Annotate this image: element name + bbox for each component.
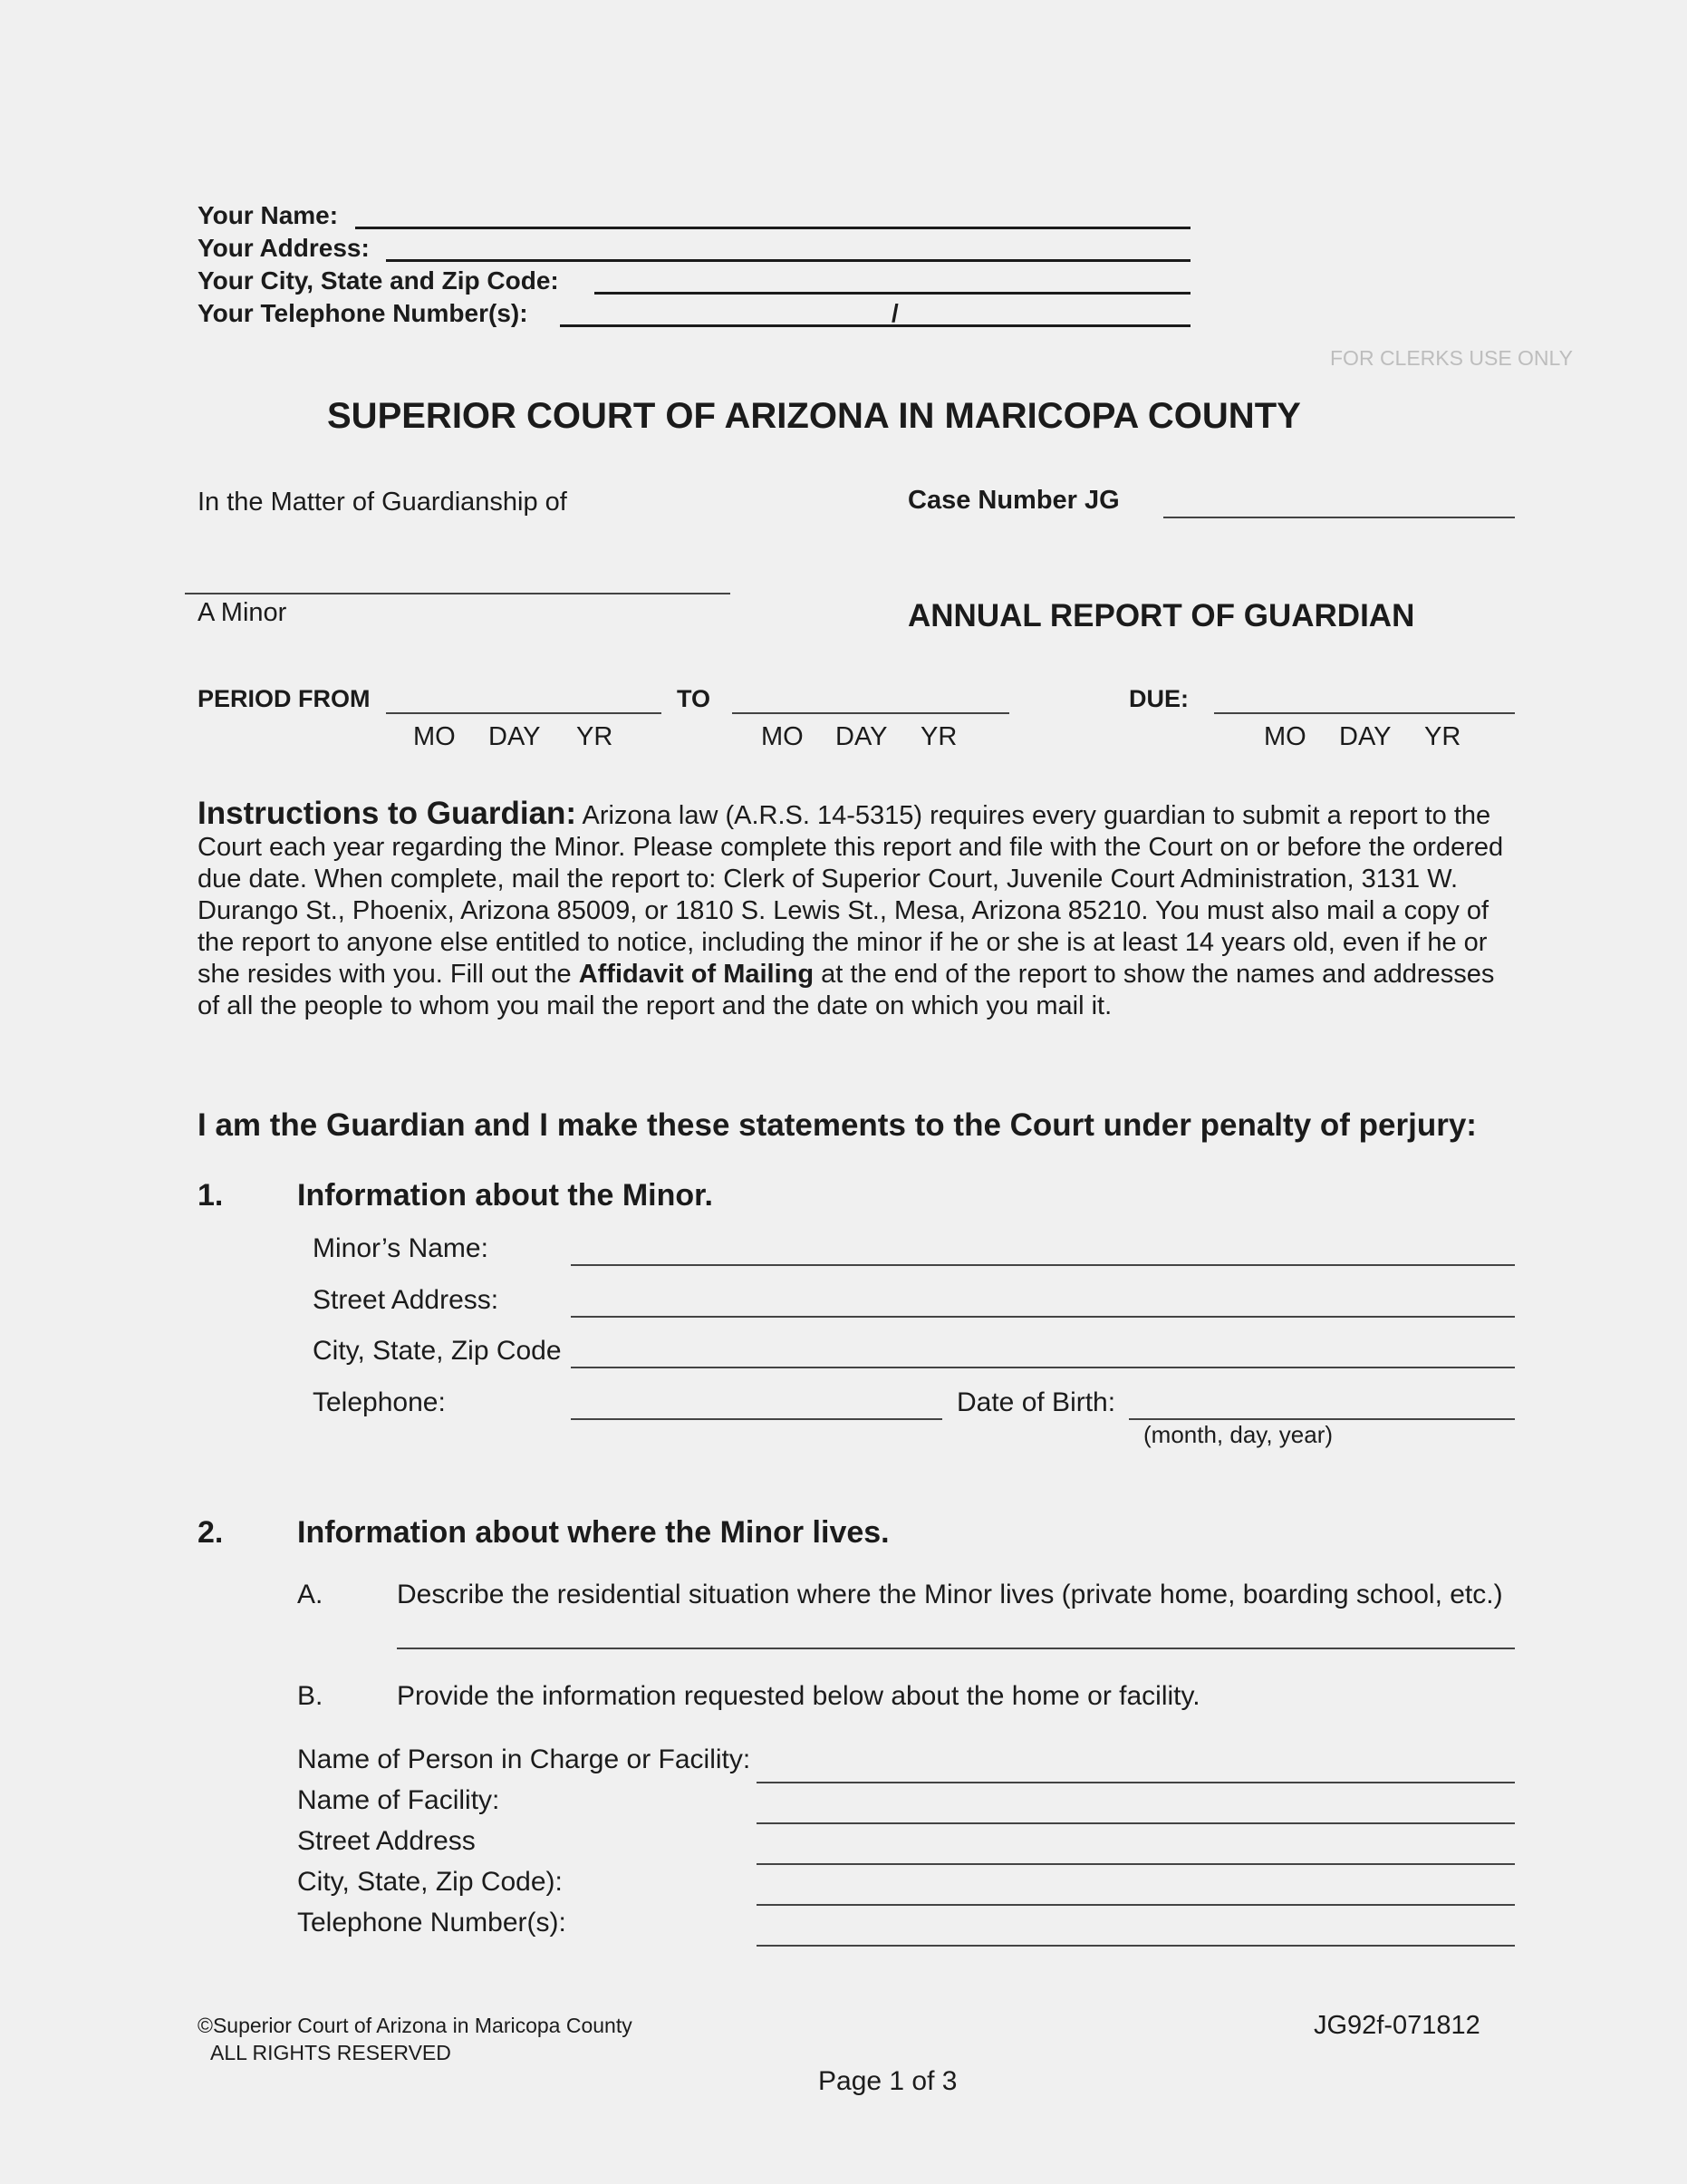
person-in-charge-label: Name of Person in Charge or Facility: xyxy=(297,1744,751,1774)
to-mo-hint: MO xyxy=(761,722,804,751)
due-day-hint: DAY xyxy=(1339,722,1392,751)
from-mo-hint: MO xyxy=(413,722,456,751)
period-from-field[interactable] xyxy=(386,712,661,714)
due-mo-hint: MO xyxy=(1264,722,1306,751)
case-number-label: Case Number JG xyxy=(908,486,1120,515)
minor-name-label: Minor’s Name: xyxy=(313,1233,488,1263)
facility-street-field[interactable] xyxy=(757,1863,1515,1865)
section-1-title: Information about the Minor. xyxy=(297,1178,713,1213)
minor-city-label: City, State, Zip Code xyxy=(313,1336,562,1366)
instructions-paragraph xyxy=(198,797,1520,1022)
due-date-field[interactable] xyxy=(1214,712,1515,714)
item-a-letter: A. xyxy=(297,1580,323,1609)
minor-street-field[interactable] xyxy=(571,1316,1515,1318)
item-a-text: Describe the residential situation where the Minor lives (private home, boarding school, etc.) xyxy=(397,1580,1503,1609)
clerk-use-note: FOR CLERKS USE ONLY xyxy=(1330,346,1573,370)
instructions-lead: Instructions to Guardian: xyxy=(198,796,577,831)
instructions-text-1: Arizona law (A.R.S. 14-5315) requires every guardian to submit a report to the Court each year regarding the Minor. Please complete this report and file with the Court on or before the ordered due date. When complete, mail the report to: Clerk of Superior Court, Juvenile Court Administration, 3131 W. Durango St., Phoenix, Arizona 85009, or 1810 S. Lewis St., Mesa, Arizona 85210. You must also mail a copy of the report to anyone else entitled to notice, including the minor if he or she is at least 14 years old, even if he or she resides with you. Fill out the xyxy=(198,801,1504,989)
item-b-text: Provide the information requested below about the home or facility. xyxy=(397,1681,1200,1711)
rights-reserved: ALL RIGHTS RESERVED xyxy=(210,2041,451,2064)
section-1-number: 1. xyxy=(198,1178,224,1213)
page-number: Page 1 of 3 xyxy=(818,2066,958,2096)
case-number-field[interactable] xyxy=(1163,517,1515,518)
person-in-charge-field[interactable] xyxy=(757,1782,1515,1783)
minor-label: A Minor xyxy=(198,598,287,627)
your-phone-label: Your Telephone Number(s): xyxy=(198,299,528,327)
period-to-field[interactable] xyxy=(732,712,1009,714)
item-b-letter: B. xyxy=(297,1681,323,1711)
due-yr-hint: YR xyxy=(1424,722,1461,751)
copyright-notice: ©Superior Court of Arizona in Maricopa County xyxy=(198,2014,632,2037)
period-to-label: TO xyxy=(677,685,711,712)
section-2-title: Information about where the Minor lives. xyxy=(297,1515,890,1550)
your-name-label: Your Name: xyxy=(198,201,339,229)
your-city-label: Your City, State and Zip Code: xyxy=(198,266,559,295)
perjury-statement: I am the Guardian and I make these statements to the Court under penalty of perjury: xyxy=(198,1107,1477,1143)
your-phone-field[interactable] xyxy=(560,324,1191,327)
dob-field[interactable] xyxy=(1129,1418,1515,1420)
phone-separator: / xyxy=(892,299,899,327)
due-label: DUE: xyxy=(1129,685,1189,712)
your-address-field[interactable] xyxy=(386,259,1191,262)
facility-phone-label: Telephone Number(s): xyxy=(297,1908,566,1938)
facility-name-field[interactable] xyxy=(757,1822,1515,1824)
form-id: JG92f-071812 xyxy=(1314,2011,1480,2040)
from-day-hint: DAY xyxy=(488,722,541,751)
period-from-label: PERIOD FROM xyxy=(198,685,371,712)
facility-phone-field[interactable] xyxy=(757,1945,1515,1947)
minor-name-caption-field[interactable] xyxy=(185,593,730,594)
to-day-hint: DAY xyxy=(835,722,888,751)
facility-street-label: Street Address xyxy=(297,1826,476,1856)
your-name-field[interactable] xyxy=(355,227,1191,229)
dob-format-hint: (month, day, year) xyxy=(1143,1421,1334,1448)
facility-name-label: Name of Facility: xyxy=(297,1785,500,1815)
matter-label: In the Matter of Guardianship of xyxy=(198,488,567,517)
your-address-label: Your Address: xyxy=(198,234,370,262)
instructions-text-2: at the end of the report to show the names and addresses of all the people to whom you mail the report and the date on which you mail it. xyxy=(198,960,1495,1020)
residential-situation-field[interactable] xyxy=(397,1648,1515,1649)
from-yr-hint: YR xyxy=(576,722,613,751)
minor-name-field[interactable] xyxy=(571,1264,1515,1266)
instructions-emphasis: Affidavit of Mailing xyxy=(578,960,815,989)
your-city-field[interactable] xyxy=(594,292,1191,295)
facility-city-label: City, State, Zip Code): xyxy=(297,1867,563,1897)
minor-telephone-label: Telephone: xyxy=(313,1387,446,1417)
report-title: ANNUAL REPORT OF GUARDIAN xyxy=(908,598,1415,633)
facility-city-field[interactable] xyxy=(757,1904,1515,1906)
court-title: SUPERIOR COURT OF ARIZONA IN MARICOPA COUNTY xyxy=(327,396,1301,436)
dob-label: Date of Birth: xyxy=(957,1387,1116,1417)
minor-city-field[interactable] xyxy=(571,1367,1515,1368)
minor-telephone-field[interactable] xyxy=(571,1418,942,1420)
section-2-number: 2. xyxy=(198,1515,224,1550)
minor-street-label: Street Address: xyxy=(313,1285,499,1315)
to-yr-hint: YR xyxy=(921,722,958,751)
